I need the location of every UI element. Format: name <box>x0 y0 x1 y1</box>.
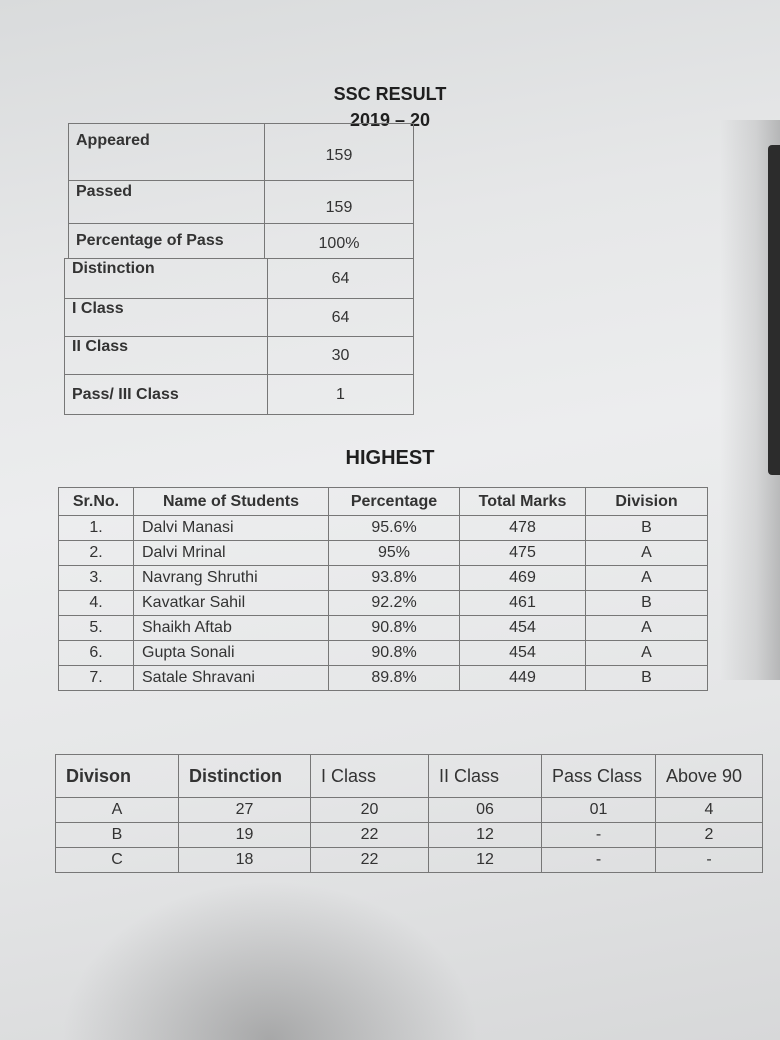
table-cell: 01 <box>542 798 656 823</box>
table-cell: B <box>56 823 179 848</box>
page-shadow-bottom <box>60 880 480 1040</box>
table-row <box>56 798 763 823</box>
table-cell: 89.8% <box>329 666 460 691</box>
table-cell: 7. <box>59 666 134 691</box>
table-row <box>65 375 414 415</box>
table-cell: 2 <box>656 823 763 848</box>
table-cell: 3. <box>59 566 134 591</box>
table-cell: Kavatkar Sahil <box>134 591 329 616</box>
table-cell: 6. <box>59 641 134 666</box>
column-header: Percentage <box>329 488 460 516</box>
summary-label: Passed <box>69 181 265 224</box>
division-table <box>55 754 763 873</box>
table-cell: A <box>56 798 179 823</box>
summary-value: 64 <box>268 259 414 299</box>
table-cell: 90.8% <box>329 616 460 641</box>
background-object <box>768 145 780 475</box>
table-cell: 90.8% <box>329 641 460 666</box>
highest-table <box>58 487 708 691</box>
table-cell: 449 <box>460 666 586 691</box>
highest-title: HIGHEST <box>345 447 435 469</box>
table-cell: 95% <box>329 541 460 566</box>
column-header: Division <box>586 488 708 516</box>
table-cell: 1. <box>59 516 134 541</box>
table-cell: 06 <box>429 798 542 823</box>
table-row <box>65 337 414 375</box>
column-header: Sr.No. <box>59 488 134 516</box>
table-cell: 454 <box>460 641 586 666</box>
summary-table-pass <box>68 123 414 259</box>
summary-table-classes <box>64 258 414 415</box>
table-cell: Navrang Shruthi <box>134 566 329 591</box>
table-cell: 22 <box>311 823 429 848</box>
table-row <box>69 224 414 259</box>
table-cell: A <box>586 616 708 641</box>
table-cell: 92.2% <box>329 591 460 616</box>
column-header: Name of Students <box>134 488 329 516</box>
table-cell: 22 <box>311 848 429 873</box>
column-header: Distinction <box>179 755 311 798</box>
table-cell: 93.8% <box>329 566 460 591</box>
table-row <box>59 591 708 616</box>
table-cell: - <box>656 848 763 873</box>
table-row <box>65 259 414 299</box>
table-cell: 27 <box>179 798 311 823</box>
summary-value: 30 <box>268 337 414 375</box>
summary-label: Percentage of Pass <box>69 224 265 259</box>
table-cell: Gupta Sonali <box>134 641 329 666</box>
table-cell: 2. <box>59 541 134 566</box>
summary-label: Distinction <box>65 259 268 299</box>
table-cell: - <box>542 823 656 848</box>
table-row <box>59 516 708 541</box>
table-cell: Satale Shravani <box>134 666 329 691</box>
table-cell: Dalvi Mrinal <box>134 541 329 566</box>
column-header: I Class <box>311 755 429 798</box>
table-row <box>65 299 414 337</box>
table-cell: B <box>586 516 708 541</box>
table-cell: A <box>586 541 708 566</box>
table-row <box>69 124 414 181</box>
column-header: Pass Class <box>542 755 656 798</box>
table-cell: A <box>586 641 708 666</box>
table-row <box>59 566 708 591</box>
table-cell: 469 <box>460 566 586 591</box>
table-row <box>59 641 708 666</box>
table-header-row <box>59 488 708 516</box>
table-row <box>56 848 763 873</box>
summary-value: 159 <box>265 181 414 224</box>
column-header: Above 90 <box>656 755 763 798</box>
table-header-row <box>56 755 763 798</box>
summary-value: 1 <box>268 375 414 415</box>
summary-value: 64 <box>268 299 414 337</box>
table-cell: B <box>586 591 708 616</box>
table-cell: 20 <box>311 798 429 823</box>
summary-label: II Class <box>65 337 268 375</box>
table-row <box>59 616 708 641</box>
result-title: SSC RESULT <box>333 84 447 104</box>
table-row <box>56 823 763 848</box>
table-cell: 475 <box>460 541 586 566</box>
summary-value: 159 <box>265 124 414 181</box>
table-cell: 454 <box>460 616 586 641</box>
table-cell: 478 <box>460 516 586 541</box>
table-cell: Dalvi Manasi <box>134 516 329 541</box>
table-cell: 4. <box>59 591 134 616</box>
table-cell: 461 <box>460 591 586 616</box>
table-cell: B <box>586 666 708 691</box>
table-cell: A <box>586 566 708 591</box>
column-header: Total Marks <box>460 488 586 516</box>
table-cell: - <box>542 848 656 873</box>
table-row <box>59 541 708 566</box>
summary-value: 100% <box>265 224 414 259</box>
summary-label: I Class <box>65 299 268 337</box>
table-cell: 19 <box>179 823 311 848</box>
summary-label: Appeared <box>69 124 265 181</box>
column-header: II Class <box>429 755 542 798</box>
table-cell: Shaikh Aftab <box>134 616 329 641</box>
table-cell: 12 <box>429 823 542 848</box>
table-cell: 4 <box>656 798 763 823</box>
result-year: 2019 – 20 <box>349 110 431 130</box>
column-header: Divison <box>56 755 179 798</box>
table-cell: 95.6% <box>329 516 460 541</box>
table-cell: 18 <box>179 848 311 873</box>
table-cell: 5. <box>59 616 134 641</box>
table-cell: 12 <box>429 848 542 873</box>
summary-label: Pass/ III Class <box>65 375 268 415</box>
table-row <box>69 181 414 224</box>
table-cell: C <box>56 848 179 873</box>
table-row <box>59 666 708 691</box>
